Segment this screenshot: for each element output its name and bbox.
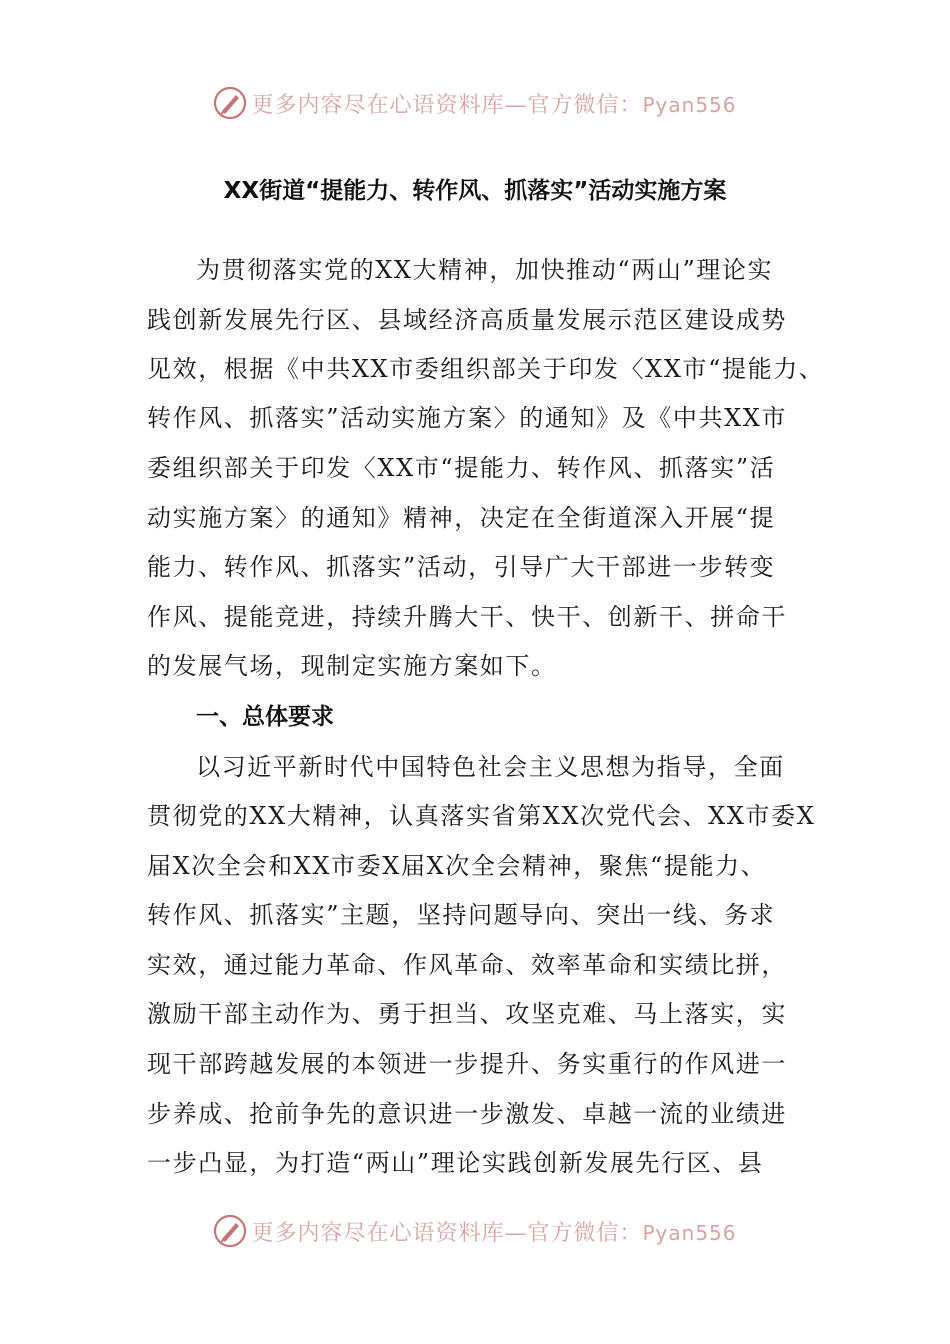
watermark-header — [0, 83, 950, 123]
pen-logo-icon — [213, 86, 247, 120]
watermark-footer — [0, 1211, 950, 1251]
paragraph-line: 见效，根据《中共XX市委组织部关于印发〈XX市“提能力、 — [147, 355, 825, 383]
paragraph-line: 激励干部主动作为、勇于担当、攻坚克难、马上落实，实 — [147, 1000, 787, 1028]
watermark-text: 更多内容尽在心语资料库—官方微信：Pyan556 — [251, 1220, 737, 1246]
paragraph-line: 委组织部关于印发〈XX市“提能力、转作风、抓落实”活 — [147, 454, 776, 482]
paragraph-line: 践创新发展先行区、县域经济高质量发展示范区建设成势 — [147, 306, 787, 334]
paragraph-line: 作风、提能竞进，持续升腾大干、快干、创新干、拼命干 — [147, 603, 787, 631]
paragraph-line: 转作风、抓落实”主题，坚持问题导向、突出一线、务求 — [147, 901, 776, 929]
document-title: XX街道“提能力、转作风、抓落实”活动实施方案 — [223, 178, 727, 204]
paragraph-line: 为贯彻落实党的XX大精神，加快推动“两山”理论实 — [196, 256, 774, 284]
paragraph-line: 现干部跨越发展的本领进一步提升、务实重行的作风进一 — [147, 1050, 787, 1078]
paragraph-line: 的发展气场，现制定实施方案如下。 — [147, 652, 557, 680]
paragraph-line: 以习近平新时代中国特色社会主义思想为指导，全面 — [196, 753, 785, 781]
section-heading: 一、总体要求 — [196, 704, 334, 730]
paragraph-line: 一步凸显，为打造“两山”理论实践创新发展先行区、县 — [147, 1149, 764, 1177]
paragraph-line: 转作风、抓落实”活动实施方案〉的通知》及《中共XX市 — [147, 404, 788, 432]
paragraph-line: 贯彻党的XX大精神，认真落实省第XX次党代会、XX市委X — [147, 802, 816, 830]
paragraph-line: 步养成、抢前争先的意识进一步激发、卓越一流的业绩进 — [147, 1100, 787, 1128]
watermark-text: 更多内容尽在心语资料库—官方微信：Pyan556 — [251, 92, 737, 118]
pen-logo-icon — [213, 1214, 247, 1248]
paragraph-line: 届X次全会和XX市委X届X次全会精神，聚焦“提能力、 — [147, 852, 767, 880]
paragraph-line: 能力、转作风、抓落实”活动，引导广大干部进一步转变 — [147, 553, 776, 581]
paragraph-line: 实效，通过能力革命、作风革命、效率革命和实绩比拼， — [147, 951, 787, 979]
paragraph-line: 动实施方案〉的通知》精神，决定在全街道深入开展“提 — [147, 504, 776, 532]
